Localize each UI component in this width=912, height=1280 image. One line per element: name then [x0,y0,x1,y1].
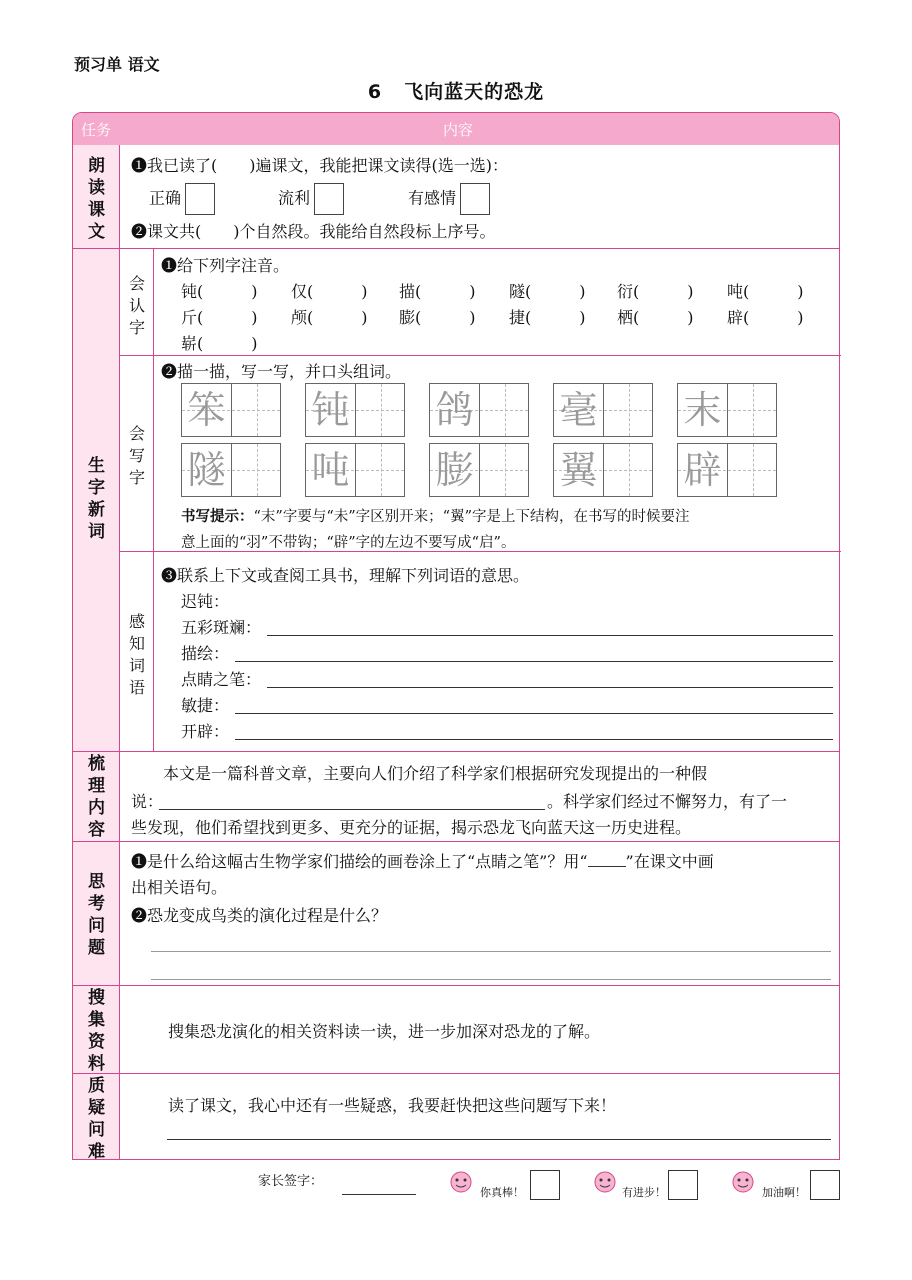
writing-grid[interactable] [181,443,281,497]
sun-face-icon [588,1165,622,1199]
task-header: 任务 [81,121,112,139]
section-label-zhiyi: 质疑问难 [88,1076,105,1162]
checkbox-emotion[interactable] [460,183,490,215]
option-fluent: 流利 [278,183,344,215]
answer-line[interactable] [151,951,831,952]
lesson-number: 6 [367,81,383,103]
pinyin-item[interactable]: 衍( ) [617,282,694,301]
divider [73,248,839,249]
grid-guide [629,384,630,436]
section-label-shuli: 梳理内容 [88,754,105,840]
praise-box-1[interactable] [530,1170,560,1200]
sub-label-huixiezi: 会写字 [128,424,145,487]
zhiyi-text: 读了课文，我心中还有一些疑惑，我要赶快把这些问题写下来！ [168,1096,617,1115]
writing-grid[interactable] [305,383,405,437]
section-label-langdu: 朗读课文 [88,156,105,242]
trace-character: 末 [678,384,728,436]
section-label-souji: 搜集资料 [88,988,105,1074]
praise-label-3: 加油啊！ [762,1186,806,1199]
checkbox-fluent[interactable] [314,183,344,215]
grid-guide [753,444,754,496]
trace-character: 笨 [182,384,232,436]
sub-label-ganzhi: 感知词语 [128,612,145,697]
lesson-title: 飞向蓝天的恐龙 [404,81,545,103]
pinyin-item[interactable]: 崭( ) [181,334,258,353]
pinyin-item[interactable]: 隧( ) [509,282,586,301]
pinyin-item[interactable]: 仅( ) [291,282,368,301]
sikao-q1: ❶是什么给这幅古生物学家们描绘的画卷涂上了“点睛之笔”？用“ ”在课文中画 [131,852,714,871]
grid-guide [505,444,506,496]
divider [73,985,839,986]
sub-divider [120,355,841,356]
langdu-line2: ❷课文共( )个自然段。我能给自然段标上序号。 [131,222,496,241]
praise-label-2: 有进步！ [622,1186,666,1199]
shuli-line2-prefix: 说： [131,792,164,811]
sikao-q1-cont: 出相关语句。 [131,878,228,897]
answer-line[interactable] [267,687,833,688]
parent-sign-label: 家长签字： [258,1174,324,1189]
trace-character: 辟 [678,444,728,496]
pinyin-item[interactable]: 颅( ) [291,308,368,327]
sun-face-icon [444,1165,478,1199]
answer-line[interactable] [151,979,831,980]
page-title [0,77,912,104]
answer-line[interactable] [235,739,833,740]
section-label-shengzi: 生字新词 [88,456,105,542]
pinyin-item[interactable]: 辟( ) [727,308,804,327]
trace-character: 钝 [306,384,356,436]
sub-label-huirenzi: 会认字 [128,274,145,337]
vocab-word: 点睛之笔： [181,670,262,689]
praise-box-2[interactable] [668,1170,698,1200]
question-line[interactable] [167,1139,831,1140]
parent-sign-line[interactable] [342,1194,416,1195]
grid-guide [257,384,258,436]
vocab-word: 迟钝： [181,592,230,611]
trace-character: 隧 [182,444,232,496]
writing-tip-line2: 意上面的“羽”不带钩；“辟”字的左边不要写成“启”。 [181,535,516,551]
pinyin-item[interactable]: 栖( ) [617,308,694,327]
shuli-line2-suffix: 。科学家们经过不懈努力，有了一 [547,792,788,811]
grid-guide [753,384,754,436]
pinyin-item[interactable]: 捷( ) [509,308,586,327]
writing-tip-line1: 书写提示：“末”字要与“未”字区别开来；“翼”字是上下结构，在书写的时候要注 [181,508,690,525]
ganzhi-instruction: ❸联系上下文或查阅工具书，理解下列词语的意思。 [161,566,530,585]
option-correct: 正确 [149,183,215,215]
sun-face-icon [726,1165,760,1199]
writing-grid[interactable] [429,443,529,497]
answer-line[interactable] [235,713,833,714]
grid-guide [505,384,506,436]
option-emotion: 有感情 [408,183,490,215]
huirenzi-instruction: ❶给下列字注音。 [161,256,290,275]
writing-grid[interactable] [677,443,777,497]
trace-character: 毫 [554,384,604,436]
answer-line[interactable] [235,661,833,662]
writing-grid[interactable] [553,443,653,497]
trace-character: 吨 [306,444,356,496]
pinyin-item[interactable]: 斤( ) [181,308,258,327]
worksheet-table [72,112,840,1160]
sub-divider [153,248,154,751]
huixiezi-instruction: ❷描一描，写一写，并口头组词。 [161,362,402,381]
sikao-q2: ❷恐龙变成鸟类的演化过程是什么？ [131,906,388,925]
souji-text: 搜集恐龙演化的相关资料读一读，进一步加深对恐龙的了解。 [168,1022,601,1041]
grid-guide [381,444,382,496]
grid-guide [629,444,630,496]
content-header: 内容 [443,121,474,139]
shuli-line1: 本文是一篇科普文章，主要向人们介绍了科学家们根据研究发现提出的一种假 [163,764,708,783]
hypothesis-blank[interactable] [159,809,545,810]
section-label-sikao: 思考问题 [88,872,105,958]
header-label: 预习单 语文 [74,55,160,74]
checkbox-correct[interactable] [185,183,215,215]
praise-label-1: 你真棒！ [480,1186,524,1199]
vocab-word: 五彩斑斓： [181,618,262,637]
trace-character: 膨 [430,444,480,496]
answer-line[interactable] [267,635,833,636]
trace-character: 鸽 [430,384,480,436]
trace-character: 翼 [554,444,604,496]
vocab-word: 开辟： [181,722,230,741]
shuli-line3: 些发现，他们希望找到更多、更充分的证据，揭示恐龙飞向蓝天这一历史进程。 [131,818,692,837]
writing-grid[interactable] [553,383,653,437]
pinyin-item[interactable]: 钝( ) [181,282,258,301]
pinyin-item[interactable]: 膨( ) [399,308,476,327]
divider [73,841,839,842]
grid-guide [381,384,382,436]
pinyin-item[interactable]: 描( ) [399,282,476,301]
writing-grid[interactable] [677,383,777,437]
praise-box-3[interactable] [810,1170,840,1200]
writing-grid[interactable] [429,383,529,437]
writing-grid[interactable] [181,383,281,437]
langdu-line1: ❶我已读了( )遍课文，我能把课文读得(选一选)： [131,156,508,175]
pinyin-item[interactable]: 吨( ) [727,282,804,301]
vocab-word: 敏捷： [181,696,230,715]
table-header [73,113,839,145]
divider [73,751,839,752]
vocab-word: 描绘： [181,644,230,663]
divider [73,1073,839,1074]
writing-grid[interactable] [305,443,405,497]
grid-guide [257,444,258,496]
